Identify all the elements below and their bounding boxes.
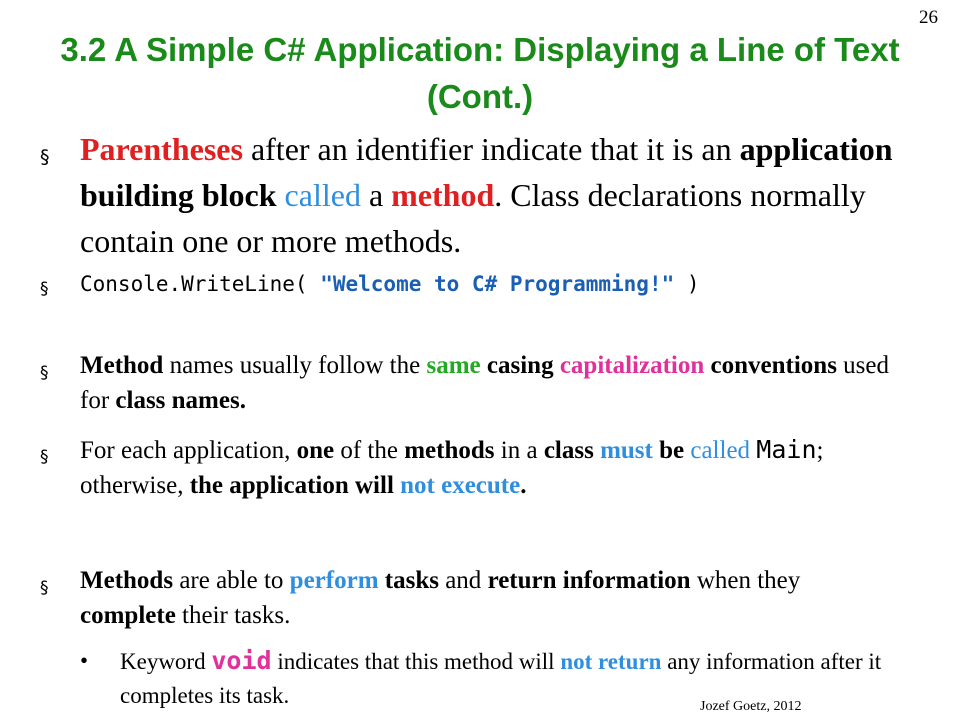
bullet-method-names [40, 348, 900, 418]
bullet-text [80, 563, 900, 633]
term-not-return: not return [560, 649, 662, 674]
bullet-parentheses [40, 126, 900, 264]
text-run: any information after it completes its task. [120, 649, 882, 708]
text-run: a [360, 177, 392, 213]
code-snippet [80, 269, 900, 299]
term-one: one [296, 437, 335, 464]
bullet-marker-icon: § [40, 279, 49, 299]
term-return-information: return information [487, 567, 691, 594]
term-class-names: class names. [115, 387, 246, 414]
bullet-methods-tasks [40, 563, 900, 633]
term-parentheses: Parentheses [80, 131, 243, 167]
term-building-block: application building block [80, 131, 893, 213]
term-must: must [600, 437, 653, 464]
code-paren: ) [674, 272, 700, 296]
text-run: For each application, [80, 437, 297, 464]
text-run: their tasks. [175, 602, 291, 629]
text-run: and [438, 567, 488, 594]
slide-number: 26 [919, 7, 938, 28]
code-void: void [211, 646, 272, 675]
text-run: when they [690, 567, 801, 594]
slide-title: 3.2 A Simple C# Application: Displaying a Line of Text (Cont.) [60, 31, 900, 115]
term-perform: perform [289, 567, 379, 594]
bullet-marker-icon: § [40, 363, 49, 383]
text-run: ; otherwise, [80, 437, 824, 499]
code-string: "Welcome to C# Programming!" [320, 272, 675, 296]
text-run: in a [494, 437, 544, 464]
code-main: Main [756, 435, 817, 464]
term-casing: casing [486, 352, 554, 379]
text-run: are able to [173, 567, 290, 594]
term-methods: methods [404, 437, 495, 464]
term-be: be [659, 437, 685, 464]
text-run: used for [80, 352, 889, 414]
footer-credit: Jozef Goetz, 2012 [700, 699, 802, 714]
text-run: Keyword [120, 649, 212, 674]
bullet-marker-icon: § [40, 146, 50, 168]
text-run: indicates that this method will [271, 649, 561, 674]
term-conventions: conventions [710, 352, 837, 379]
code-call: Console.WriteLine( [80, 272, 321, 296]
bullet-marker-icon: § [40, 447, 49, 467]
bullet-code-example [40, 269, 900, 299]
bullet-main-method [40, 432, 900, 503]
term-class: class [543, 437, 594, 464]
term-capitalization: capitalization [559, 352, 705, 379]
text-run: . Class declarations normally contain one or more methods. [80, 177, 866, 259]
term-methods: Methods [80, 567, 174, 594]
text-run: after an identifier indicate that it is an [242, 131, 740, 167]
term-method: method [391, 177, 495, 213]
text-run [277, 177, 285, 213]
bullet-text [80, 126, 900, 264]
term-application-will: the application will [189, 472, 394, 499]
bullet-marker-icon: § [40, 578, 49, 598]
text-run: names usually follow the [163, 352, 427, 379]
bullet-text [80, 348, 900, 418]
term-tasks: tasks [384, 567, 439, 594]
text-run: . [520, 472, 527, 499]
term-same: same [426, 352, 481, 379]
sub-bullet-dot-icon: • [80, 648, 89, 673]
term-complete: complete [80, 602, 176, 629]
term-method: Method [80, 352, 164, 379]
term-called: called [690, 437, 751, 464]
term-called: called [284, 177, 361, 213]
bullet-text [80, 432, 900, 503]
text-run: of the [334, 437, 405, 464]
term-not-execute: not execute [400, 472, 521, 499]
